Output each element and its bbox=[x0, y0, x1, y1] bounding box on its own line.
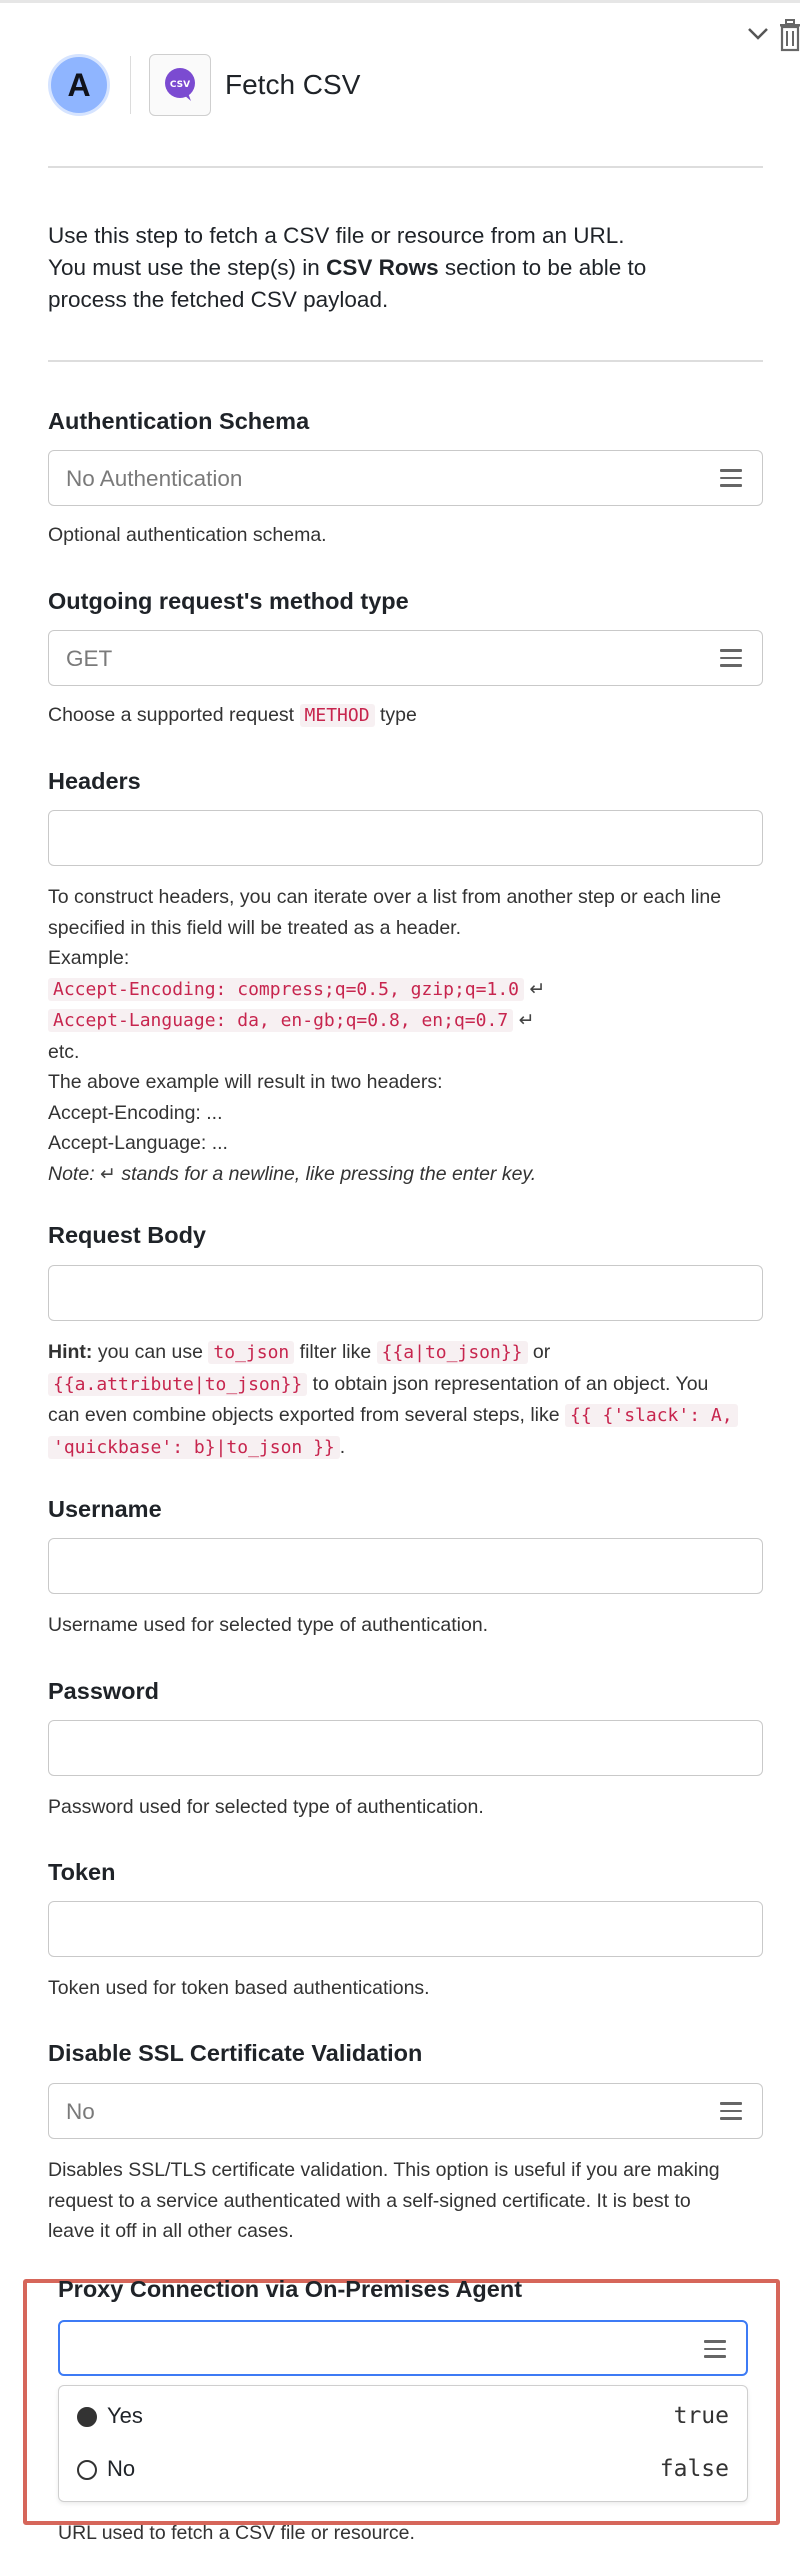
username-label: Username bbox=[48, 1496, 162, 1522]
auth-schema-value: No Authentication bbox=[66, 466, 243, 491]
url-help: URL used to fetch a CSV file or resource. bbox=[58, 2522, 415, 2544]
step-header bbox=[48, 52, 360, 118]
username-input[interactable] bbox=[48, 1538, 763, 1594]
description-text: section to be able to bbox=[438, 255, 647, 280]
headers-label: Headers bbox=[48, 768, 141, 794]
method-label: Outgoing request's method type bbox=[48, 588, 409, 614]
option-label: Yes bbox=[107, 2403, 143, 2428]
csv-logo-text: CSV bbox=[169, 80, 191, 90]
headers-help-line: Accept-Encoding: ... bbox=[48, 1101, 223, 1124]
method-help-text: Choose a supported request bbox=[48, 704, 300, 726]
header-divider bbox=[130, 56, 131, 114]
menu-lines-icon bbox=[720, 2102, 742, 2120]
description-line-1: Use this step to fetch a CSV file or resource from an URL. bbox=[48, 223, 625, 248]
step-title: Fetch CSV bbox=[225, 69, 361, 100]
avatar[interactable] bbox=[48, 54, 110, 116]
header-example-code: Accept-Language: da, en-gb;q=0.8, en;q=0.7 bbox=[48, 1009, 513, 1032]
headers-help-line: Accept-Language: ... bbox=[48, 1132, 228, 1154]
section-divider bbox=[48, 166, 763, 168]
description-line-2 bbox=[48, 252, 763, 284]
note-text: Note: bbox=[48, 1162, 101, 1185]
headers-note bbox=[48, 1159, 768, 1191]
radio-filled-icon bbox=[77, 2407, 97, 2427]
method-help bbox=[48, 700, 768, 732]
hint-text: . bbox=[339, 1435, 346, 1458]
option-value: false bbox=[659, 2456, 729, 2482]
hint-line-3 bbox=[48, 1400, 768, 1432]
method-help-text: type bbox=[374, 704, 417, 726]
proxy-option-no[interactable] bbox=[59, 2443, 747, 2495]
method-value: GET bbox=[66, 646, 113, 671]
csv-app-logo bbox=[149, 54, 211, 116]
username-help: Username used for selected type of authentication. bbox=[48, 1614, 489, 1636]
avatar-letter: A bbox=[67, 66, 91, 103]
token-label: Token bbox=[48, 1859, 116, 1885]
ssl-help-line: Disables SSL/TLS certificate validation. This option is useful if you are making bbox=[48, 2159, 720, 2181]
ssl-select[interactable] bbox=[48, 2083, 763, 2139]
headers-help-line: The above example will result in two headers: bbox=[48, 1071, 443, 1093]
menu-lines-icon bbox=[720, 469, 742, 487]
token-help: Token used for token based authentications. bbox=[48, 1977, 430, 1999]
token-input[interactable] bbox=[48, 1901, 763, 1957]
headers-input[interactable] bbox=[48, 810, 763, 866]
return-icon: ↵ bbox=[100, 1163, 116, 1185]
auth-schema-help: Optional authentication schema. bbox=[48, 524, 327, 546]
hint-text: or bbox=[527, 1341, 551, 1363]
hint-code: {{a.attribute|to_json}} bbox=[48, 1373, 307, 1396]
proxy-options-dropdown bbox=[58, 2385, 748, 2502]
trash-icon[interactable] bbox=[778, 18, 800, 52]
description-text: You must use the step(s) in bbox=[48, 255, 327, 280]
hint-line-4 bbox=[48, 1432, 768, 1464]
password-label: Password bbox=[48, 1678, 160, 1704]
hint-code: 'quickbase': b}|to_json }} bbox=[48, 1436, 340, 1459]
hint-label: Hint: bbox=[48, 1341, 93, 1363]
auth-schema-label: Authentication Schema bbox=[48, 408, 310, 434]
radio-empty-icon bbox=[77, 2460, 97, 2480]
return-icon: ↵ bbox=[529, 978, 546, 1000]
hint-code: to_json bbox=[208, 1341, 294, 1364]
method-select[interactable] bbox=[48, 630, 763, 686]
hint-code: {{ {'slack': A, bbox=[565, 1404, 738, 1427]
menu-lines-icon bbox=[720, 649, 742, 667]
ssl-help-line: request to a service authenticated with a self-signed certificate. It is best to bbox=[48, 2189, 691, 2212]
option-label: No bbox=[107, 2456, 136, 2481]
proxy-select[interactable] bbox=[58, 2320, 748, 2376]
header-example-code: Accept-Encoding: compress;q=0.5, gzip;q=1.0 bbox=[48, 978, 524, 1001]
hint-text: you can use bbox=[92, 1341, 209, 1363]
top-divider bbox=[0, 0, 800, 3]
headers-help bbox=[48, 882, 768, 1190]
proxy-label: Proxy Connection via On-Premises Agent bbox=[58, 2276, 523, 2302]
proxy-option-yes[interactable] bbox=[59, 2390, 747, 2442]
hint-text: can even combine objects exported from several steps, like bbox=[48, 1404, 566, 1426]
step-controls bbox=[736, 18, 800, 58]
request-body-label: Request Body bbox=[48, 1222, 206, 1248]
request-body-hint bbox=[48, 1337, 768, 1463]
headers-help-line: specified in this field will be treated as a header. bbox=[48, 916, 461, 939]
header-example-2 bbox=[48, 1005, 768, 1037]
hint-line-2 bbox=[48, 1369, 768, 1401]
csv-logo-icon bbox=[160, 65, 200, 105]
section-divider bbox=[48, 360, 763, 362]
password-help: Password used for selected type of authentication. bbox=[48, 1796, 484, 1818]
headers-help-line: etc. bbox=[48, 1040, 80, 1063]
chevron-down-icon[interactable] bbox=[744, 20, 772, 48]
return-icon: ↵ bbox=[518, 1010, 535, 1031]
hint-text: filter like bbox=[294, 1341, 377, 1363]
headers-help-line: Example: bbox=[48, 947, 130, 969]
step-description bbox=[48, 220, 763, 316]
ssl-help bbox=[48, 2155, 768, 2247]
hint-line-1 bbox=[48, 1337, 768, 1369]
description-line-3: process the fetched CSV payload. bbox=[48, 287, 389, 312]
ssl-value: No bbox=[66, 2099, 95, 2124]
method-code: METHOD bbox=[300, 704, 375, 727]
header-example-1 bbox=[48, 974, 768, 1006]
auth-schema-select[interactable] bbox=[48, 450, 763, 506]
hint-text: to obtain json representation of an object. You bbox=[307, 1372, 709, 1395]
headers-help-line: To construct headers, you can iterate over a list from another step or each line bbox=[48, 886, 722, 908]
note-text: stands for a newline, like pressing the enter key. bbox=[115, 1162, 537, 1185]
password-input[interactable] bbox=[48, 1720, 763, 1776]
menu-lines-icon bbox=[704, 2340, 726, 2358]
ssl-label: Disable SSL Certificate Validation bbox=[48, 2040, 423, 2066]
csv-rows-section-name: CSV Rows bbox=[326, 255, 439, 280]
option-value: true bbox=[673, 2403, 729, 2429]
hint-code: {{a|to_json}} bbox=[377, 1341, 528, 1364]
request-body-input[interactable] bbox=[48, 1265, 763, 1321]
ssl-help-line: leave it off in all other cases. bbox=[48, 2220, 294, 2242]
